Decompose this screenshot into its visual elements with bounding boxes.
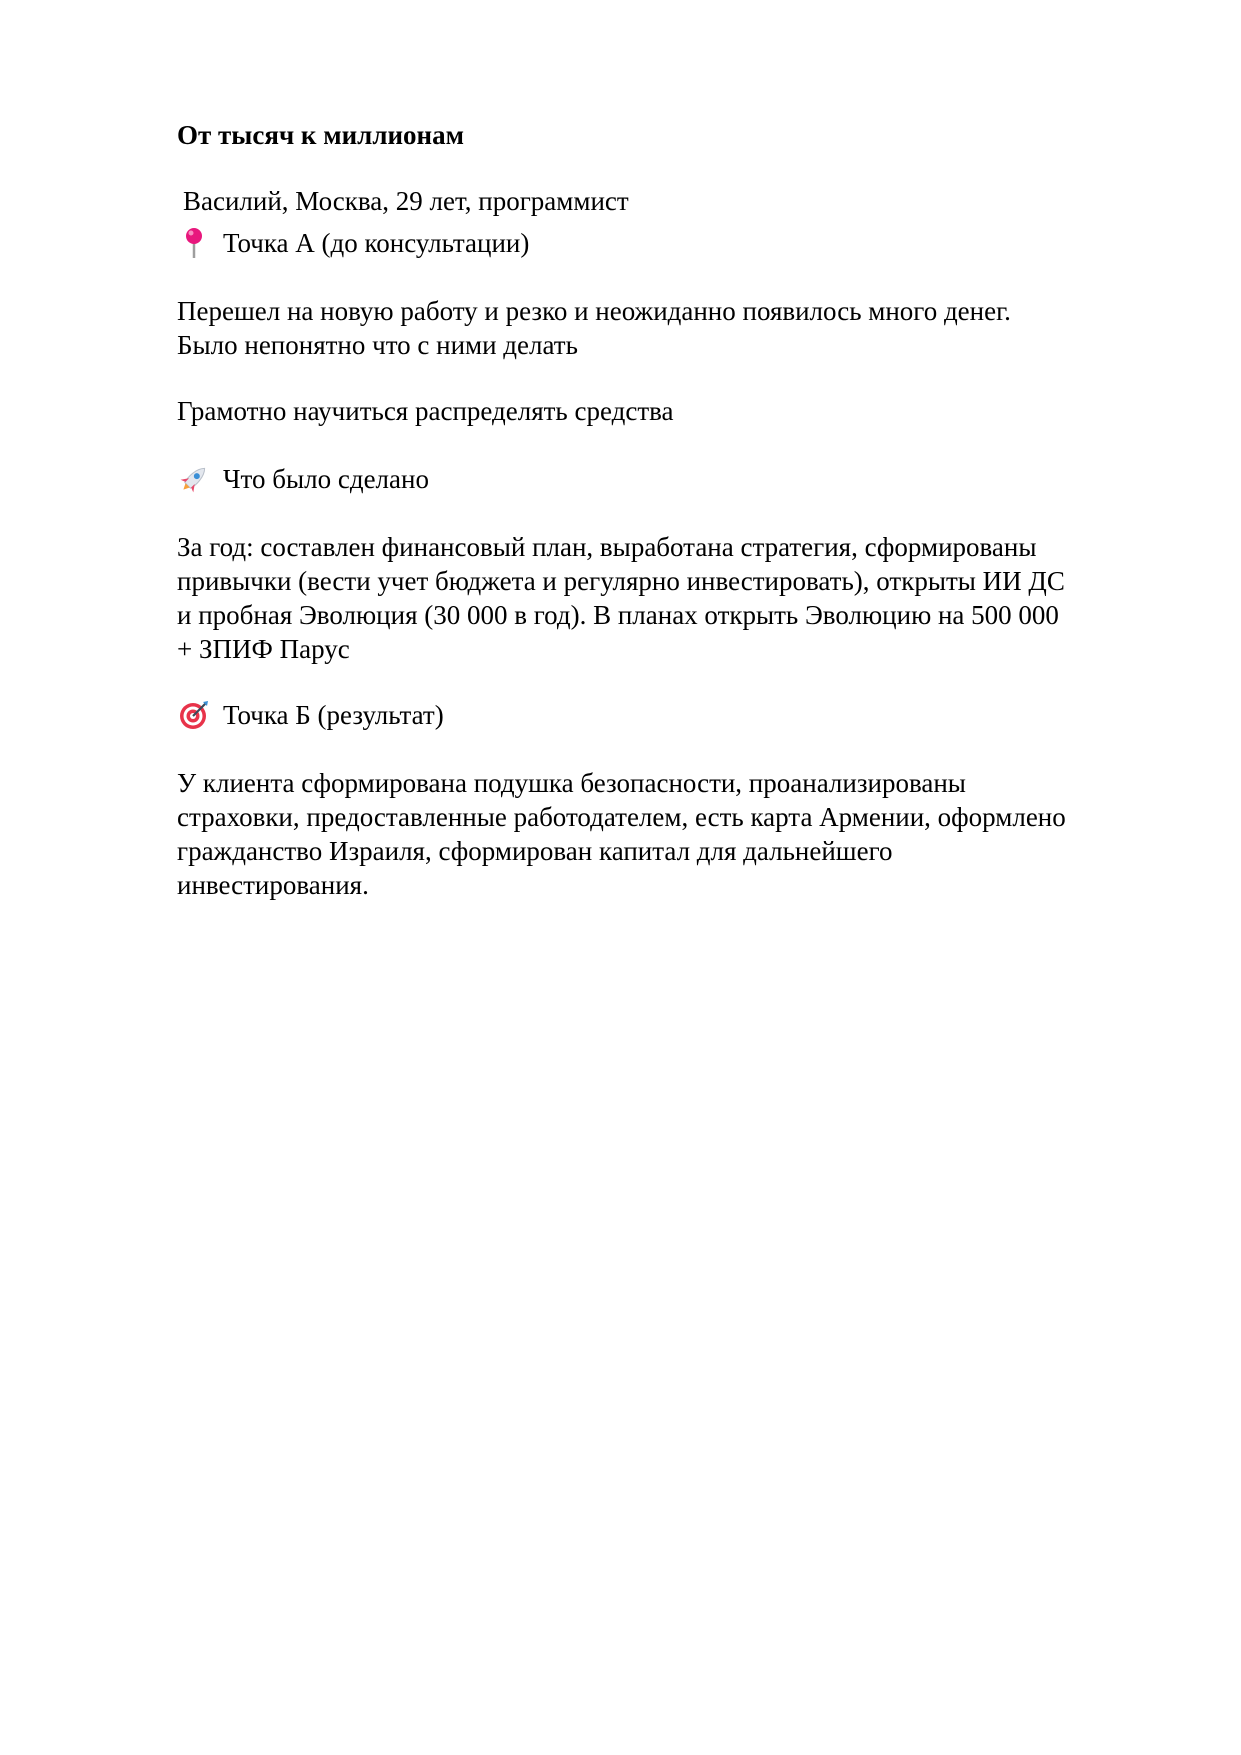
rocket-icon bbox=[177, 462, 211, 496]
paragraph: Перешел на новую работу и резко и неожиданно появилось много денег. Было непонятно что с ними делать bbox=[177, 296, 1011, 360]
section-heading-label: Точка А (до консультации) bbox=[223, 228, 530, 258]
section-heading-label: Точка Б (результат) bbox=[223, 700, 444, 730]
document-content bbox=[177, 118, 1167, 900]
section-heading-what-was-done bbox=[177, 462, 429, 496]
section-heading-point-b bbox=[177, 698, 444, 732]
document-title: От тысяч к миллионам bbox=[177, 120, 464, 150]
pushpin-icon bbox=[177, 226, 211, 260]
section-heading-label: Что было сделано bbox=[223, 464, 429, 494]
section-heading-point-a bbox=[177, 226, 529, 260]
paragraph: У клиента сформирована подушка безопасности, проанализированы страховки, предоставленные работодателем, есть карта Армении, оформлено гражданство Израиля, сформирован капитал для дальнейшего инвестирования. bbox=[177, 768, 1066, 900]
paragraph: За год: составлен финансовый план, выработана стратегия, сформированы привычки (вести учет бюджета и регулярно инвестировать), открыты ИИ ДС и пробная Эволюция (30 000 в год). В планах открыть Эволюцию на 500 000 + ЗПИФ Парус bbox=[177, 532, 1065, 664]
author-line: Василий, Москва, 29 лет, программист bbox=[183, 186, 629, 216]
target-icon bbox=[177, 698, 211, 732]
paragraph: Грамотно научиться распределять средства bbox=[177, 396, 674, 426]
